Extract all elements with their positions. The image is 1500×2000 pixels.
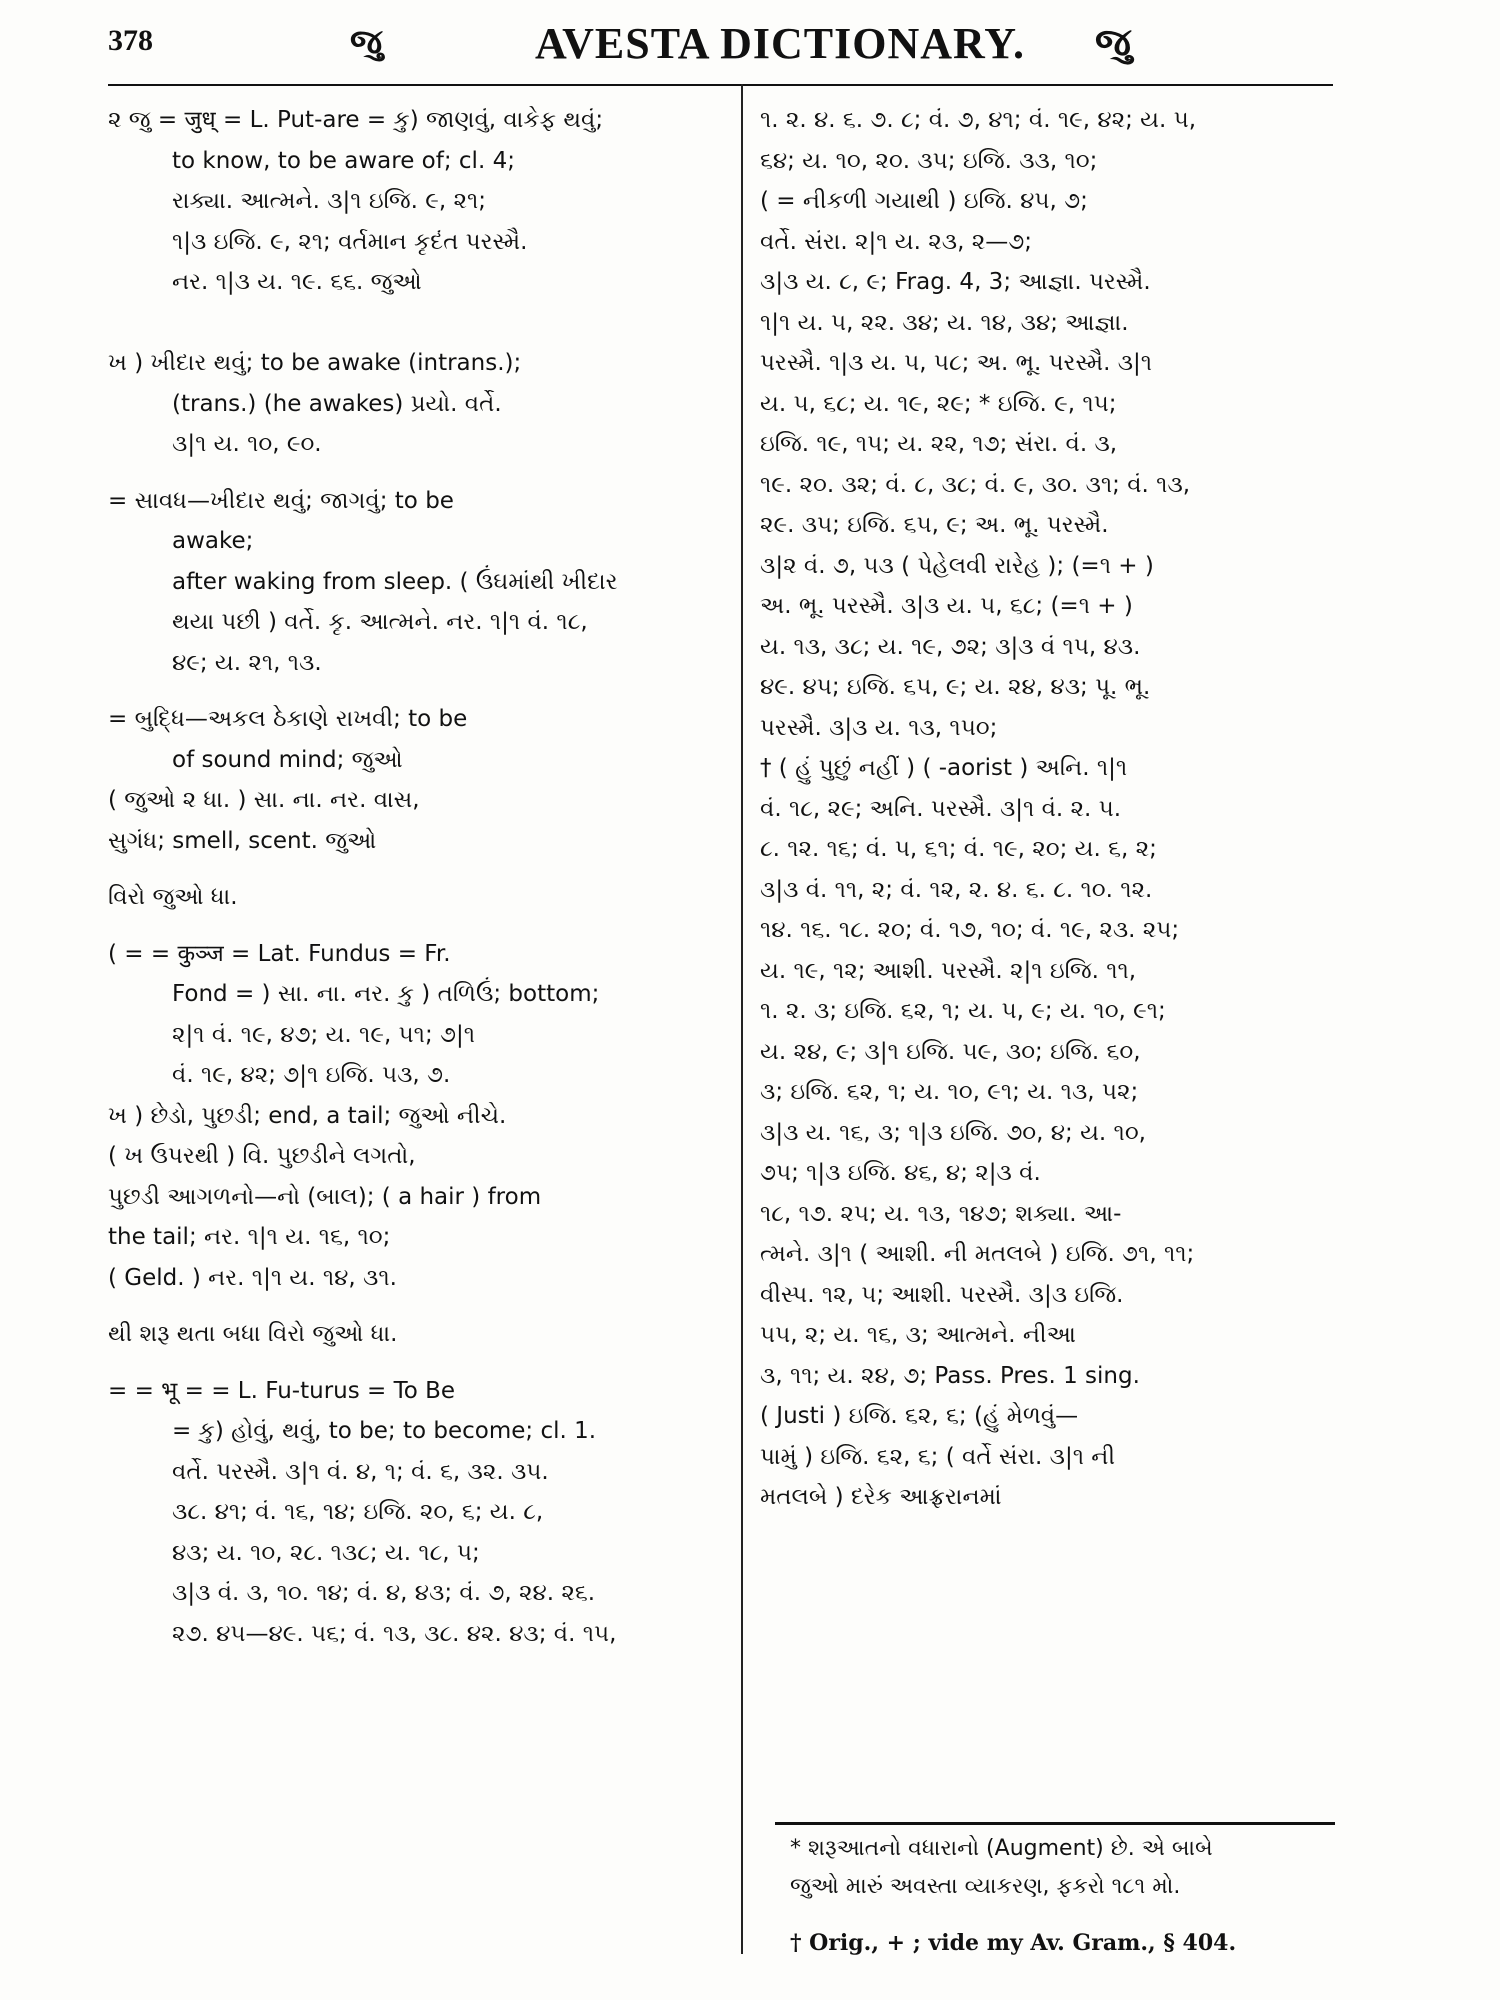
- footnote-rule: [775, 1822, 1335, 1825]
- text-line: ૪૩; ય. ૧૦, ૨૮. ૧૩૮; ય. ૧૮, ૫;: [172, 1539, 480, 1566]
- text-line: પરસ્મૈ. ૧|૩ ય. ૫, ૫૮; અ. ભૂ. પરસ્મૈ. ૩|૧: [760, 350, 1153, 376]
- text-line: ૧૪. ૧૬. ૧૮. ૨૦; વં. ૧૭, ૧૦; વં. ૧૯, ૨૩. ૨૫;: [760, 917, 1180, 943]
- text-line: ૩; ઇજિ. ૬૨, ૧; ય. ૧૦, ૯૧; ય. ૧૩, ૫૨;: [760, 1079, 1139, 1105]
- text-line: ૩|૧ ય. ૧૦, ૯૦.: [172, 431, 322, 457]
- text-line: ૧૯. ૨૦. ૩૨; વં. ૮, ૩૮; વં. ૯, ૩૦. ૩૧; વં. ૧૩,: [760, 471, 1191, 498]
- text-line: awake;: [172, 528, 254, 554]
- text-line: ૩|૩ ય. ૧૬, ૩; ૧|૩ ઇજિ. ૭૦, ૪; ય. ૧૦,: [760, 1119, 1146, 1146]
- footnote-augment: * શરૂઆતનો વધારાનો (Augment) છે. એ બાબે: [790, 1836, 1213, 1861]
- entry-gap: [108, 861, 726, 877]
- left-column: [108, 100, 726, 1654]
- text-line: ૩, ૧૧; ય. ૨૪, ૭; Pass. Pres. 1 sing.: [760, 1362, 1140, 1389]
- text-line: ૨|૧ વં. ૧૯, ૪૭; ય. ૧૯, ૫૧; ૭|૧: [172, 1021, 476, 1048]
- text-line: ત્મને. ૩|૧ ( આશી. ની મતલબે ) ઇજિ. ૭૧, ૧૧;: [760, 1241, 1195, 1267]
- entry-gap: [108, 1355, 726, 1371]
- text-line: મતલબે ) દરેક આફ્રરાનમાં: [760, 1484, 1002, 1510]
- text-line: ય. ૧૩, ૩૮; ય. ૧૯, ૭૨; ૩|૩ વં ૧૫, ૪૩.: [760, 633, 1141, 660]
- text-line: ૧|૩ ઇજિ. ૯, ૨૧; વર્તમાન કૃદંત પરસ્મૈ.: [172, 228, 528, 255]
- text-line: વર્તે. પરસ્મૈ. ૩|૧ વં. ૪, ૧; વં. ૬, ૩૨. ૩૫.: [172, 1458, 549, 1485]
- text-line: ૧|૧ ય. ૫, ૨૨. ૩૪; ય. ૧૪, ૩૪; આજ્ઞા.: [760, 309, 1129, 336]
- column-divider: [741, 84, 743, 1954]
- text-line: રાક્યા. આત્મને. ૩|૧ ઇજિ. ૯, ૨૧;: [172, 188, 486, 214]
- text-line: (trans.) (he awakes) પ્રયો. વર્તે.: [172, 390, 502, 417]
- text-line: થયા પછી ) વર્તે. કૃ. આત્મને. નર. ૧|૧ વં. ૧૮,: [172, 609, 588, 635]
- text-line: પામું ) ઇજિ. ૬૨, ૬; ( વર્તે સંરા. ૩|૧ ની: [760, 1443, 1116, 1470]
- footnote-augment-cont: જુઓ મારું અવસ્તા વ્યાકરણ, ફકરો ૧૮૧ મો.: [790, 1874, 1181, 1899]
- text-line: = કુ) હોવું, થવું, to be; to become; cl. 1.: [172, 1418, 597, 1444]
- text-line: વં. ૧૮, ૨૯; અનિ. પરસ્મૈ. ૩|૧ વં. ૨. ૫.: [760, 795, 1122, 822]
- text-line: after waking from sleep. ( ઉંઘમાંથી ખીદાર: [172, 568, 618, 595]
- entry-gap: [108, 683, 726, 699]
- header-guideword-right: જુ: [1095, 20, 1131, 64]
- entry-gap: [108, 1298, 726, 1314]
- text-line: ૧. ૨. ૪. ૬. ૭. ૮; વં. ૭, ૪૧; વં. ૧૯, ૪૨; ય. ૫,: [760, 107, 1197, 133]
- text-line: નર. ૧|૩ ય. ૧૯. ૬૬. જુઓ: [172, 269, 422, 295]
- text-line: ય. ૨૪, ૯; ૩|૧ ઇજિ. ૫૯, ૩૦; ઇજિ. ૬૦,: [760, 1038, 1141, 1065]
- text-line: to know, to be aware of; cl. 4;: [172, 147, 515, 174]
- text-line: ૧. ૨. ૩; ઇજિ. ૬૨, ૧; ય. ૫, ૯; ય. ૧૦, ૯૧;: [760, 998, 1166, 1024]
- entry-gap: [108, 918, 726, 934]
- text-line: ( = = कुञ्ज = Lat. Fundus = Fr.: [108, 940, 451, 967]
- page-header: [0, 10, 1500, 80]
- text-line: ૪૯. ૪૫; ઇજિ. ૬૫, ૯; ય. ૨૪, ૪૩; પૂ. ભૂ.: [760, 674, 1151, 700]
- header-guideword-left: જુ: [350, 22, 383, 62]
- text-line: પુછડી આગળનો—નો (બાલ); ( a hair ) from: [108, 1183, 542, 1210]
- text-line: ૬૪; ય. ૧૦, ૨૦. ૩૫; ઇજિ. ૩૩, ૧૦;: [760, 147, 1098, 174]
- text-line: ૩|૨ વં. ૭, ૫૩ ( પેહેલવી રારેહ ); (=૧ + ): [760, 552, 1154, 579]
- text-line: Fond = ) સા. ના. નર. કુ ) તળિઉં; bottom;: [172, 981, 600, 1007]
- text-line: ( ખ ઉપરથી ) વિ. પુછડીને લગતો,: [108, 1143, 416, 1169]
- text-line: ( Justi ) ઇજિ. ૬૨, ૬; (હું મેળવું—: [760, 1403, 1079, 1429]
- entry-gap: [108, 465, 726, 481]
- text-line: = = भू = = L. Fu-turus = To Be: [108, 1377, 456, 1404]
- text-line: ૨ જુ = जुध् = L. Put-are = કુ) જાણવું, વાકેફ થવું;: [108, 107, 604, 133]
- footnote-orig: † Orig., + ; vide my Av. Gram., § 404.: [790, 1930, 1237, 1956]
- text-line: ૫૫, ૨; ય. ૧૬, ૩; આત્મને. નીઆ: [760, 1322, 1076, 1348]
- page-number: 378: [108, 24, 153, 57]
- text-line: વં. ૧૯, ૪૨; ૭|૧ ઇજિ. ૫૩, ૭.: [172, 1062, 451, 1088]
- text-line: = સાવધ—ખીદાર થવું; જાગવું; to be: [108, 487, 454, 514]
- text-line: થી શરૂ થતા બધા વિરો જુઓ ધા.: [108, 1321, 398, 1347]
- text-line: પરસ્મૈ. ૩|૩ ય. ૧૩, ૧૫૦;: [760, 714, 998, 741]
- text-line: ૨૭. ૪૫—૪૯. ૫૬; વં. ૧૩, ૩૮. ૪૨. ૪૩; વં. ૧૫,: [172, 1620, 617, 1647]
- text-line: ય. ૧૯, ૧૨; આશી. પરસ્મૈ. ૨|૧ ઇજિ. ૧૧,: [760, 957, 1137, 984]
- text-line: ( = નીકળી ગયાથી ) ઇજિ. ૪૫, ૭;: [760, 188, 1088, 214]
- text-line: ૩|૩ ય. ૮, ૯; Frag. 4, 3; આજ્ઞા. પરસ્મૈ.: [760, 269, 1151, 295]
- text-line: ૪૯; ય. ૨૧, ૧૩.: [172, 649, 322, 676]
- text-line: ૩૮. ૪૧; વં. ૧૬, ૧૪; ઇજિ. ૨૦, ૬; ય. ૮,: [172, 1499, 544, 1525]
- right-column: [760, 100, 1338, 1518]
- header-rule: [108, 84, 1333, 86]
- text-line: of sound mind; જુઓ: [172, 746, 403, 773]
- text-line: [108, 303, 726, 344]
- text-line: સુગંધ; smell, scent. જુઓ: [108, 827, 377, 854]
- text-line: ૨૯. ૩૫; ઇજિ. ૬૫, ૯; અ. ભૂ. પરસ્મૈ.: [760, 512, 1109, 538]
- text-line: ૩|૩ વં. ૩, ૧૦. ૧૪; વં. ૪, ૪૩; વં. ૭, ૨૪. ૨૬.: [172, 1580, 596, 1606]
- text-line: ( Geld. ) નર. ૧|૧ ય. ૧૪, ૩૧.: [108, 1264, 397, 1291]
- text-line: ખ ) છેડો, પુછડી; end, a tail; જુઓ નીચે.: [108, 1102, 507, 1129]
- text-line: † ( હું પુછું નહીં ) ( -aorist ) અનિ. ૧|૧: [760, 755, 1128, 781]
- text-line: વિરો જુઓ ધા.: [108, 884, 238, 910]
- page-title: AVESTA DICTIONARY.: [535, 19, 1026, 68]
- text-line: ૩|૩ વં. ૧૧, ૨; વં. ૧૨, ૨. ૪. ૬. ૮. ૧૦. ૧૨.: [760, 876, 1153, 903]
- text-line: વીસ્પ. ૧૨, ૫; આશી. પરસ્મૈ. ૩|૩ ઇજિ.: [760, 1281, 1124, 1308]
- text-line: ૧૮, ૧૭. ૨૫; ય. ૧૩, ૧૪૭; શક્યા. આ-: [760, 1200, 1122, 1227]
- text-line: ( જુઓ ૨ ધા. ) સા. ના. નર. વાસ,: [108, 787, 420, 813]
- text-line: = બુદ્ધિ—અકલ ઠેકાણે રાખવી; to be: [108, 706, 468, 732]
- text-line: ૭૫; ૧|૩ ઇજિ. ૪૬, ૪; ૨|૩ વં.: [760, 1160, 1041, 1186]
- text-line: the tail; નર. ૧|૧ ય. ૧૬, ૧૦;: [108, 1224, 391, 1250]
- text-line: ૮. ૧૨. ૧૬; વં. ૫, ૬૧; વં. ૧૯, ૨૦; ય. ૬, ૨;: [760, 836, 1157, 862]
- text-line: વર્તે. સંરા. ૨|૧ ય. ૨૩, ૨—૭;: [760, 228, 1032, 255]
- text-line: ખ ) ખીદાર થવું; to be awake (intrans.);: [108, 350, 522, 376]
- text-line: ઇજિ. ૧૯, ૧૫; ય. ૨૨, ૧૭; સંરા. વં. ૩,: [760, 431, 1118, 457]
- text-line: ય. ૫, ૬૮; ય. ૧૯, ૨૯; * ઇજિ. ૯, ૧૫;: [760, 390, 1117, 417]
- text-line: અ. ભૂ. પરસ્મૈ. ૩|૩ ય. ૫, ૬૮; (=૧ + ): [760, 593, 1133, 619]
